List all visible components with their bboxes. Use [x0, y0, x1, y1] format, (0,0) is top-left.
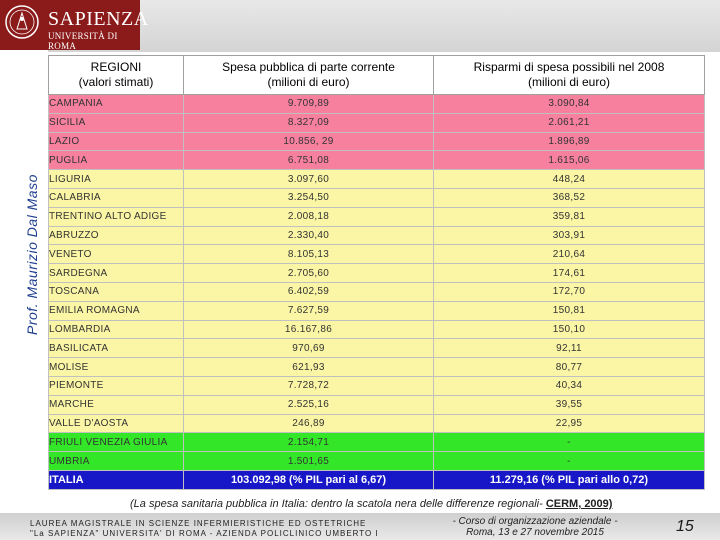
table-row — [49, 170, 705, 189]
table-row — [49, 320, 705, 339]
region-cell: VALLE D'AOSTA — [49, 414, 184, 433]
university-seal-icon — [4, 4, 40, 40]
region-cell: MARCHE — [49, 395, 184, 414]
region-cell: ABRUZZO — [49, 226, 184, 245]
regional-spending-table — [48, 55, 705, 490]
region-cell: BASILICATA — [49, 339, 184, 358]
spesa-cell: 2.330,40 — [184, 226, 434, 245]
logo-subtitle: UNIVERSITÀ DI ROMA — [48, 31, 118, 51]
logo-name: SAPIENZA — [48, 8, 149, 30]
risparmi-cell: 92,11 — [434, 339, 705, 358]
spesa-cell: 8.327,09 — [184, 113, 434, 132]
region-cell: UMBRIA — [49, 452, 184, 471]
spesa-cell: 621,93 — [184, 358, 434, 377]
region-cell: LIGURIA — [49, 170, 184, 189]
risparmi-cell: 303,91 — [434, 226, 705, 245]
region-cell: EMILIA ROMAGNA — [49, 301, 184, 320]
risparmi-cell: 1.615,06 — [434, 151, 705, 170]
region-cell: TRENTINO ALTO ADIGE — [49, 207, 184, 226]
spesa-cell: 970,69 — [184, 339, 434, 358]
region-cell: FRIULI VENEZIA GIULIA — [49, 433, 184, 452]
region-cell: PUGLIA — [49, 151, 184, 170]
table-row — [49, 452, 705, 471]
author-vertical-label: Prof. Maurizio Dal Maso — [24, 174, 40, 335]
footer-course-dates — [430, 516, 640, 538]
risparmi-cell: 359,81 — [434, 207, 705, 226]
header-risparmi: Risparmi di spesa possibili nel 2008 (milioni di euro) — [434, 56, 705, 95]
region-cell: LAZIO — [49, 132, 184, 151]
risparmi-cell: 22,95 — [434, 414, 705, 433]
region-cell: CAMPANIA — [49, 95, 184, 114]
spesa-cell: 6.751,08 — [184, 151, 434, 170]
spesa-cell: 2.008,18 — [184, 207, 434, 226]
risparmi-cell: 40,34 — [434, 376, 705, 395]
table-row — [49, 188, 705, 207]
table-row — [49, 207, 705, 226]
table-header-row — [49, 56, 705, 95]
risparmi-cell: 174,61 — [434, 264, 705, 283]
table-row — [49, 245, 705, 264]
table-row — [49, 414, 705, 433]
table-row — [49, 132, 705, 151]
table-row — [49, 282, 705, 301]
table-row — [49, 151, 705, 170]
spesa-cell: 9.709,89 — [184, 95, 434, 114]
footer-left-line2: "La SAPIENZA" UNIVERSITA' DI ROMA - AZIENDA POLICLINICO UMBERTO I — [30, 529, 379, 538]
source-citation — [130, 498, 612, 510]
footer-course-info — [30, 519, 379, 539]
table-row — [49, 226, 705, 245]
footer-right-line2: Roma, 13 e 27 novembre 2015 — [466, 527, 604, 538]
region-cell: TOSCANA — [49, 282, 184, 301]
risparmi-cell: 2.061,21 — [434, 113, 705, 132]
spesa-cell: 1.501,65 — [184, 452, 434, 471]
spesa-cell: 7.728,72 — [184, 376, 434, 395]
risparmi-cell: 172,70 — [434, 282, 705, 301]
spesa-cell: 16.167,86 — [184, 320, 434, 339]
table-row — [49, 376, 705, 395]
risparmi-cell: - — [434, 452, 705, 471]
spesa-cell: 7.627,59 — [184, 301, 434, 320]
table-row — [49, 339, 705, 358]
university-logo — [0, 0, 149, 51]
table-row — [49, 358, 705, 377]
table-row — [49, 395, 705, 414]
source-ref: CERM, 2009) — [545, 498, 613, 510]
region-cell: SICILIA — [49, 113, 184, 132]
region-cell: CALABRIA — [49, 188, 184, 207]
risparmi-cell: 11.279,16 (% PIL pari allo 0,72) — [434, 470, 705, 489]
footer-right-line1: - Corso di organizzazione aziendale - — [452, 516, 618, 527]
table-row — [49, 95, 705, 114]
source-text: (La spesa sanitaria pubblica in Italia: dentro la scatola nera delle differenze regionali- — [130, 498, 543, 510]
table-row — [49, 264, 705, 283]
region-cell: LOMBARDIA — [49, 320, 184, 339]
table-row — [49, 433, 705, 452]
risparmi-cell: 1.896,89 — [434, 132, 705, 151]
risparmi-cell: 80,77 — [434, 358, 705, 377]
risparmi-cell: 368,52 — [434, 188, 705, 207]
table-row — [49, 301, 705, 320]
spesa-cell: 3.097,60 — [184, 170, 434, 189]
spesa-cell: 10.856, 29 — [184, 132, 434, 151]
region-cell: PIEMONTE — [49, 376, 184, 395]
region-cell: SARDEGNA — [49, 264, 184, 283]
spesa-cell: 2.525,16 — [184, 395, 434, 414]
risparmi-cell: 150,81 — [434, 301, 705, 320]
spesa-cell: 3.254,50 — [184, 188, 434, 207]
table-row — [49, 113, 705, 132]
table-body — [49, 95, 705, 490]
risparmi-cell: 150,10 — [434, 320, 705, 339]
spesa-cell: 8.105,13 — [184, 245, 434, 264]
region-cell: MOLISE — [49, 358, 184, 377]
region-cell: ITALIA — [49, 470, 184, 489]
risparmi-cell: 210,64 — [434, 245, 705, 264]
header-spesa: Spesa pubblica di parte corrente (milioni di euro) — [184, 56, 434, 95]
spesa-cell: 6.402,59 — [184, 282, 434, 301]
spesa-cell: 2.705,60 — [184, 264, 434, 283]
region-cell: VENETO — [49, 245, 184, 264]
risparmi-cell: - — [434, 433, 705, 452]
page-number: 15 — [676, 518, 694, 535]
spesa-cell: 246,89 — [184, 414, 434, 433]
risparmi-cell: 39,55 — [434, 395, 705, 414]
spesa-cell: 2.154,71 — [184, 433, 434, 452]
footer-left-line1: LAUREA MAGISTRALE IN SCIENZE INFERMIERISTICHE ED OSTETRICHE — [30, 519, 367, 528]
spesa-cell: 103.092,98 (% PIL pari al 6,67) — [184, 470, 434, 489]
header-regioni: REGIONI (valori stimati) — [49, 56, 184, 95]
risparmi-cell: 3.090,84 — [434, 95, 705, 114]
table-row — [49, 470, 705, 489]
risparmi-cell: 448,24 — [434, 170, 705, 189]
